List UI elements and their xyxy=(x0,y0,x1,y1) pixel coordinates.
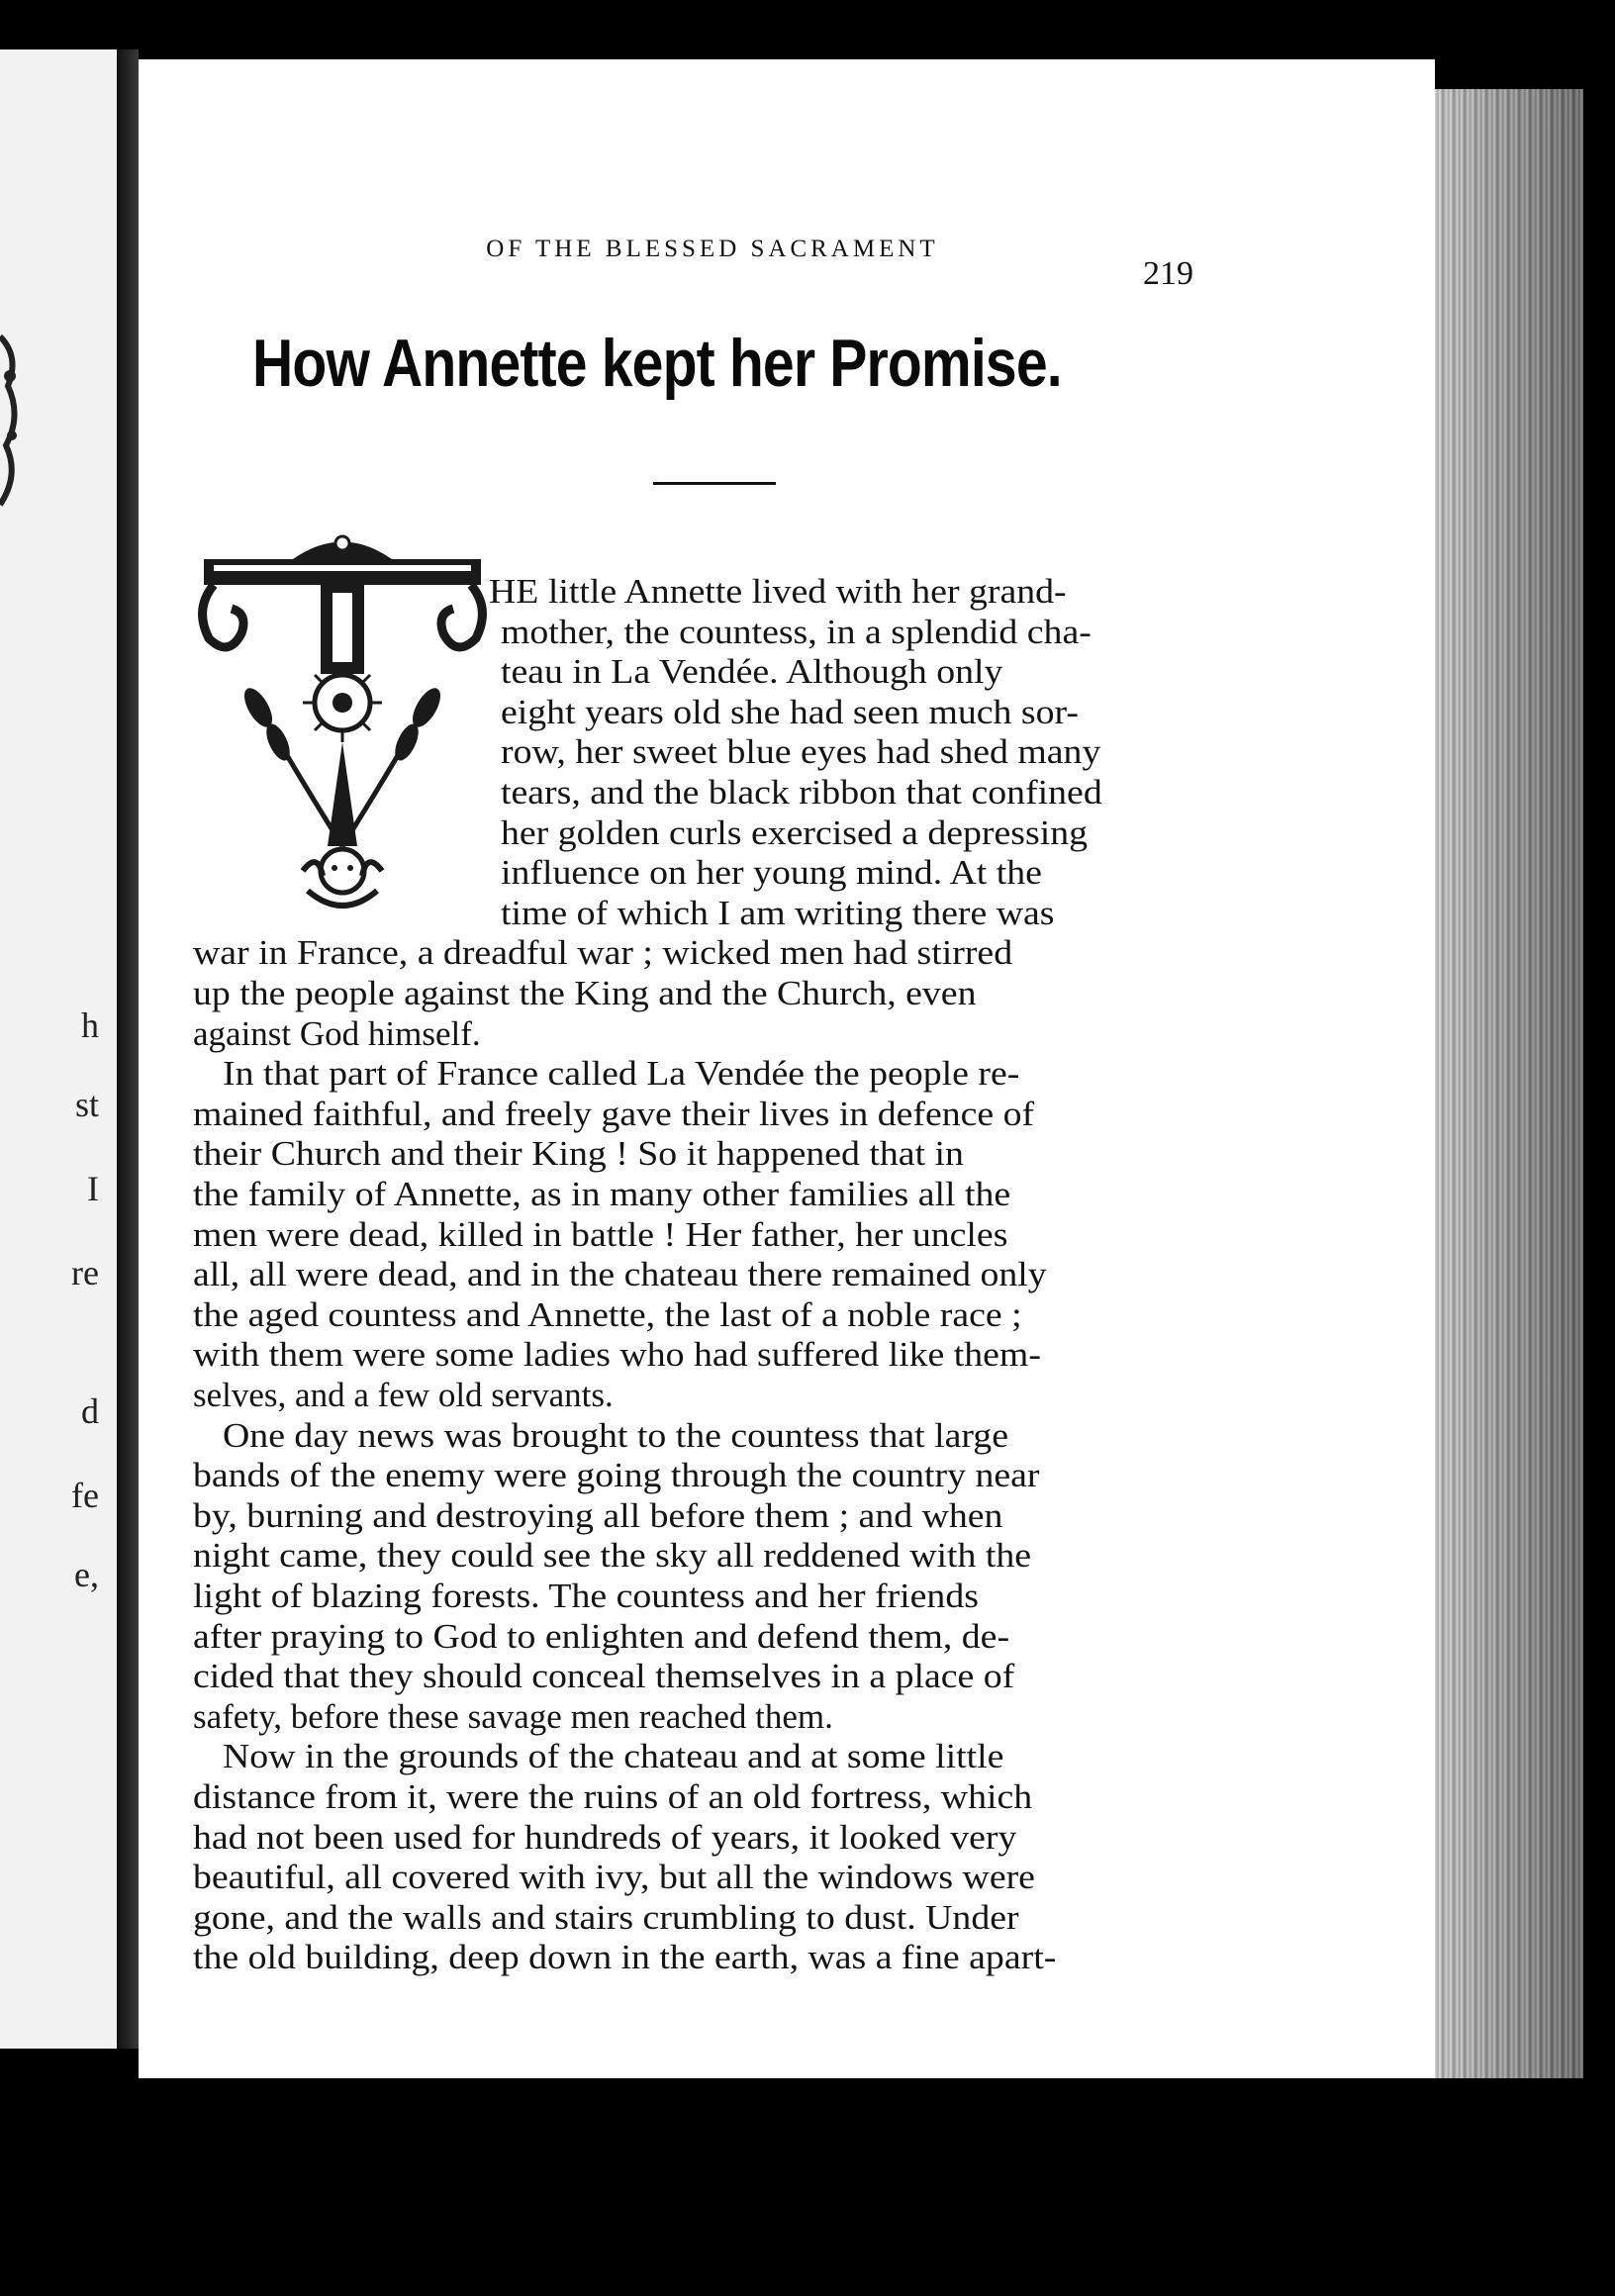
story-line: mother, the countess, in a splendid cha- xyxy=(501,613,1092,651)
story-line: gone, and the walls and stairs crumbling to dust. Under xyxy=(193,1898,1019,1937)
story-line: after praying to God to enlighten and defend them, de- xyxy=(193,1617,1010,1656)
story-line: with them were some ladies who had suffered like them- xyxy=(193,1335,1041,1374)
facing-page-text-fragment: st xyxy=(74,1085,99,1124)
story-line: Now in the grounds of the chateau and at some little xyxy=(223,1737,1004,1775)
story-line: time of which I am writing there was xyxy=(501,894,1055,932)
story-line: all, all were dead, and in the chateau there remained only xyxy=(193,1255,1047,1293)
story-line: bands of the enemy were going through the country near xyxy=(193,1456,1040,1494)
story-line: In that part of France called La Vendée the people re- xyxy=(223,1054,1020,1093)
running-head: OF THE BLESSED SACRAMENT xyxy=(486,236,939,262)
story-line: distance from it, were the ruins of an old fortress, which xyxy=(193,1777,1033,1816)
story-line: row, her sweet blue eyes had shed many xyxy=(501,732,1101,771)
facing-page-text-fragment: h xyxy=(81,1005,99,1045)
facing-page-text-fragment: fe xyxy=(71,1476,99,1515)
story-line: selves, and a few old servants. xyxy=(193,1376,614,1414)
story-line: eight years old she had seen much sor- xyxy=(501,693,1079,731)
story-line: the old building, deep down in the earth, was a fine apart- xyxy=(193,1938,1057,1976)
story-line: teau in La Vendée. Although only xyxy=(501,652,1003,691)
facing-page-text-fragment: re xyxy=(71,1253,99,1292)
story-line: HE little Annette lived with her grand- xyxy=(489,572,1067,611)
story-line: the aged countess and Annette, the last of a noble race ; xyxy=(193,1295,1022,1334)
page-number: 219 xyxy=(1143,255,1193,292)
story-line: One day news was brought to the countess that large xyxy=(223,1416,1008,1455)
story-line: night came, they could see the sky all reddened with the xyxy=(193,1536,1032,1575)
story-line: influence on her young mind. At the xyxy=(501,853,1042,892)
story-line: beautiful, all covered with ivy, but all the windows were xyxy=(193,1858,1035,1896)
story-title: How Annette kept her Promise. xyxy=(252,326,1062,401)
facing-page-text-fragment: d xyxy=(81,1391,99,1431)
story-line: the family of Annette, as in many other families all the xyxy=(193,1175,1011,1213)
story-line: up the people against the King and the Church, even xyxy=(193,974,977,1012)
story-line: their Church and their King ! So it happened that in xyxy=(193,1134,964,1173)
story-line: against God himself. xyxy=(193,1014,481,1053)
story-line: mained faithful, and freely gave their lives in defence of xyxy=(193,1095,1035,1133)
story-line: had not been used for hundreds of years, it looked very xyxy=(193,1818,1017,1857)
story-line: safety, before these savage men reached them. xyxy=(193,1697,833,1736)
story-line: tears, and the black ribbon that confined xyxy=(501,773,1102,812)
story-line: her golden curls exercised a depressing xyxy=(501,813,1089,852)
story-line: cided that they should conceal themselves in a place of xyxy=(193,1657,1015,1695)
facing-page-text-fragment: I xyxy=(87,1169,99,1208)
facing-page-text-fragment: e, xyxy=(74,1555,99,1594)
story-line: men were dead, killed in battle ! Her father, her uncles xyxy=(193,1215,1008,1254)
story-line: by, burning and destroying all before them ; and when xyxy=(193,1496,1003,1535)
story-line: war in France, a dreadful war ; wicked men had stirred xyxy=(193,933,1013,972)
story-line: light of blazing forests. The countess and her friends xyxy=(193,1577,979,1615)
